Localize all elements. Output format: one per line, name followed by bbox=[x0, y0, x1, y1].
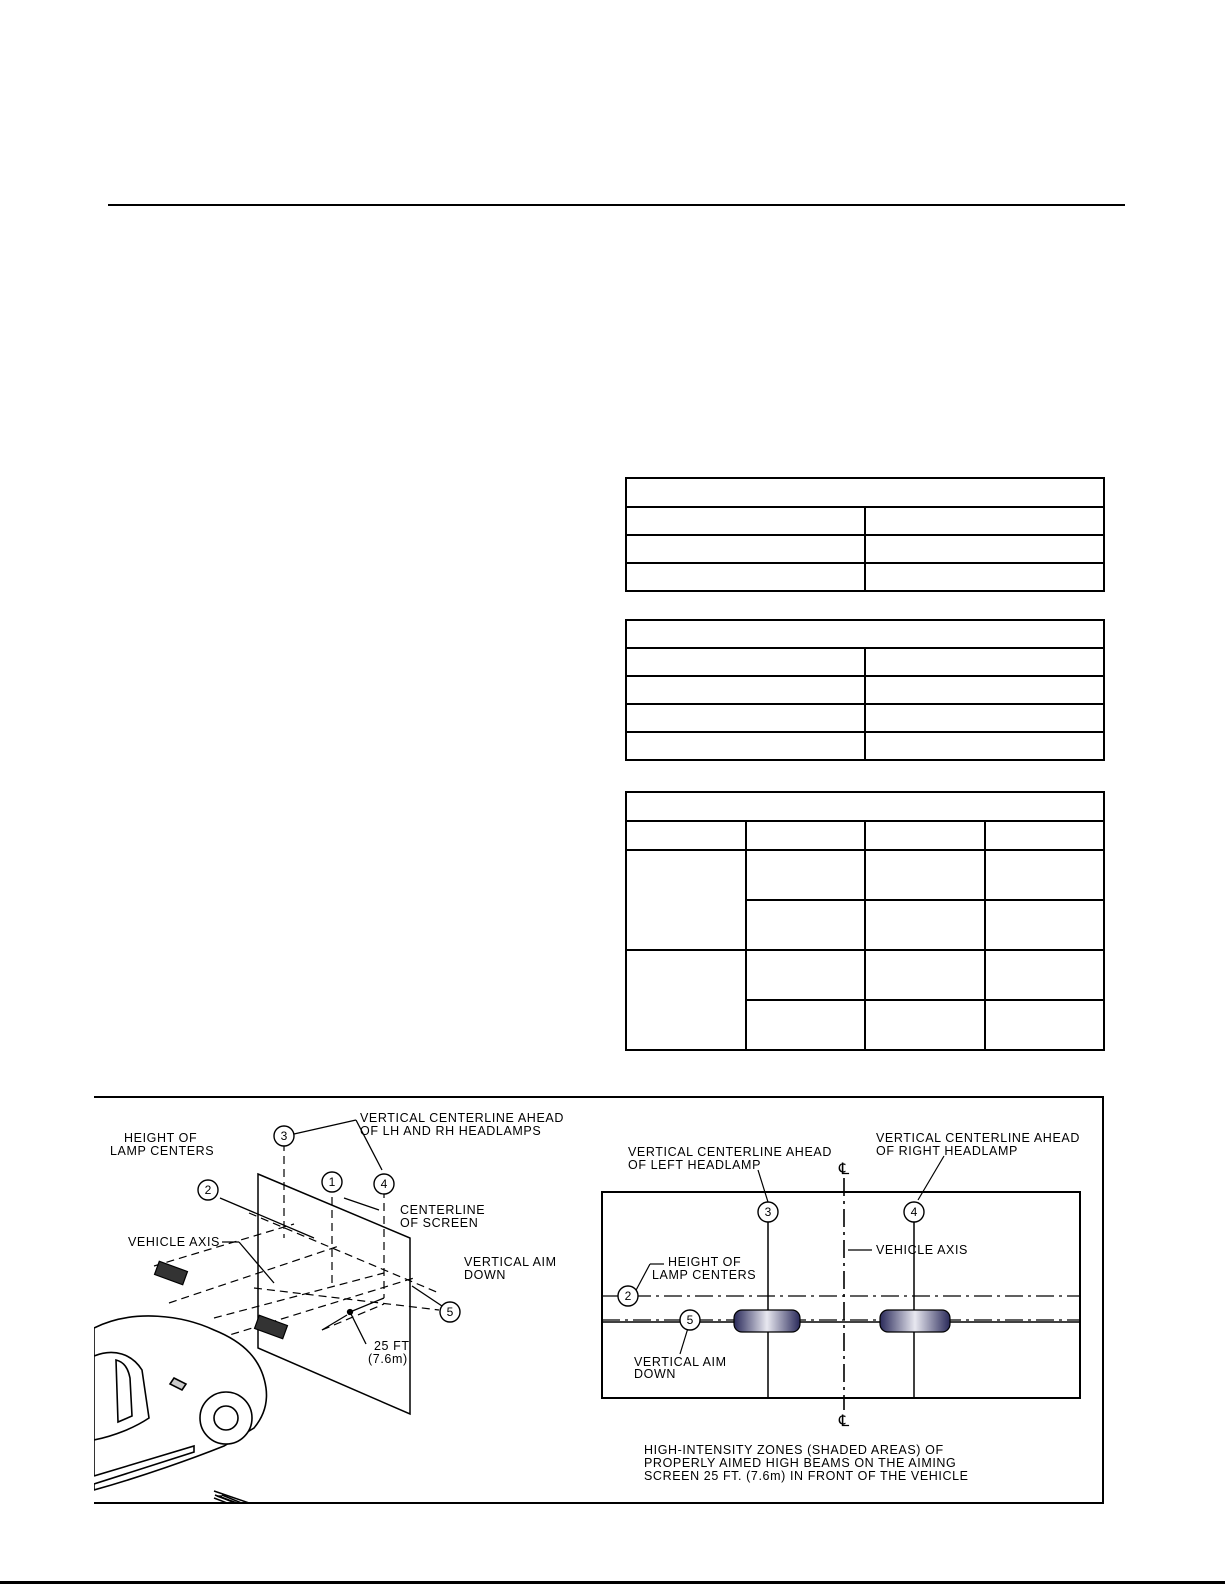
callout-3-label: 3 bbox=[280, 1129, 288, 1143]
label-down: DOWN bbox=[464, 1268, 506, 1282]
table-cell bbox=[746, 850, 866, 900]
table-cell bbox=[865, 1000, 985, 1050]
callout-5-right-label: 5 bbox=[686, 1313, 694, 1327]
aiming-screen bbox=[258, 1174, 410, 1414]
centerline-symbol-bottom: ℄ bbox=[838, 1413, 850, 1430]
callout-5-label: 5 bbox=[446, 1305, 454, 1319]
high-intensity-zones bbox=[734, 1310, 950, 1332]
table-cell bbox=[626, 648, 865, 676]
label-of-screen: OF SCREEN bbox=[400, 1216, 479, 1230]
table-cell bbox=[865, 900, 985, 950]
label-centerline: CENTERLINE bbox=[400, 1203, 486, 1217]
table-column-header bbox=[746, 821, 866, 850]
table-column-header bbox=[985, 821, 1105, 850]
table-cell bbox=[865, 648, 1104, 676]
vehicle-illustration bbox=[94, 1316, 267, 1490]
label-vehicle-axis: VEHICLE AXIS bbox=[128, 1235, 220, 1249]
table-cell bbox=[865, 704, 1104, 732]
table-cell bbox=[746, 900, 866, 950]
label-down-right: DOWN bbox=[634, 1367, 676, 1381]
right-beam-zone bbox=[880, 1310, 950, 1332]
right-labels bbox=[628, 1131, 1080, 1483]
label-vertical-aim-right: VERTICAL AIM bbox=[634, 1355, 727, 1369]
label-vertical-aim: VERTICAL AIM bbox=[464, 1255, 557, 1269]
table-cell bbox=[865, 850, 985, 900]
label-vcl-right-line2: OF RIGHT HEADLAMP bbox=[876, 1144, 1018, 1158]
table-cell bbox=[626, 732, 865, 760]
left-beam-zone bbox=[734, 1310, 800, 1332]
label-height-of-right: HEIGHT OF bbox=[668, 1255, 742, 1269]
caption-line1: HIGH-INTENSITY ZONES (SHADED AREAS) OF bbox=[644, 1443, 944, 1457]
label-vcl-right-line1: VERTICAL CENTERLINE AHEAD bbox=[876, 1131, 1080, 1145]
callout-2-right-label: 2 bbox=[624, 1289, 632, 1303]
callout-2-label: 2 bbox=[204, 1183, 212, 1197]
table-cell bbox=[746, 1000, 866, 1050]
label-height-of-line1: HEIGHT OF bbox=[124, 1131, 198, 1145]
table-column-header bbox=[626, 821, 746, 850]
table-cell bbox=[626, 676, 865, 704]
label-7-6m: (7.6m) bbox=[368, 1352, 408, 1366]
table-header bbox=[626, 620, 1104, 648]
table-cell bbox=[985, 900, 1105, 950]
table-cell bbox=[865, 563, 1104, 591]
label-vertical-centerline-line1: VERTICAL CENTERLINE AHEAD bbox=[360, 1111, 564, 1125]
table-cell bbox=[985, 1000, 1105, 1050]
label-vcl-left-line2: OF LEFT HEADLAMP bbox=[628, 1158, 762, 1172]
table-cell bbox=[865, 535, 1104, 563]
table-cell bbox=[985, 850, 1105, 900]
spec-table-2 bbox=[625, 619, 1105, 761]
table-cell bbox=[626, 950, 746, 1050]
table-header bbox=[626, 792, 1104, 821]
table-cell bbox=[626, 507, 865, 535]
label-vcl-left-line1: VERTICAL CENTERLINE AHEAD bbox=[628, 1145, 832, 1159]
table-cell bbox=[626, 850, 746, 950]
table-cell bbox=[865, 507, 1104, 535]
label-vertical-centerline-line2: OF LH AND RH HEADLAMPS bbox=[360, 1124, 542, 1138]
table-column-header bbox=[865, 821, 985, 850]
label-lamp-centers-line2: LAMP CENTERS bbox=[110, 1144, 215, 1158]
headlamp-aiming-diagram bbox=[94, 1098, 1104, 1504]
spec-table-3 bbox=[625, 791, 1105, 1051]
table-cell bbox=[865, 676, 1104, 704]
callout-3-right-label: 3 bbox=[764, 1205, 772, 1219]
callout-1-label: 1 bbox=[328, 1175, 336, 1189]
table-cell bbox=[626, 563, 865, 591]
spec-table-1 bbox=[625, 477, 1105, 592]
header-rule bbox=[108, 204, 1125, 206]
caption-line2: PROPERLY AIMED HIGH BEAMS ON THE AIMING bbox=[644, 1456, 957, 1470]
table-cell bbox=[865, 732, 1104, 760]
callout-4-label: 4 bbox=[380, 1177, 388, 1191]
caption-line3: SCREEN 25 FT. (7.6m) IN FRONT OF THE VEHICLE bbox=[644, 1469, 969, 1483]
label-25-ft: 25 FT bbox=[374, 1339, 410, 1353]
table-header bbox=[626, 478, 1104, 507]
table-cell bbox=[985, 950, 1105, 1000]
headlamp-aiming-figure bbox=[94, 1096, 1104, 1504]
table-cell bbox=[626, 535, 865, 563]
table-cell bbox=[865, 950, 985, 1000]
label-lamp-centers-right: LAMP CENTERS bbox=[652, 1268, 757, 1282]
centerline-symbol-top: ℄ bbox=[838, 1161, 850, 1178]
table-cell bbox=[626, 704, 865, 732]
footer-rule bbox=[0, 1581, 1225, 1584]
callout-4-right-label: 4 bbox=[910, 1205, 918, 1219]
table-cell bbox=[746, 950, 866, 1000]
label-vehicle-axis-right: VEHICLE AXIS bbox=[876, 1243, 968, 1257]
